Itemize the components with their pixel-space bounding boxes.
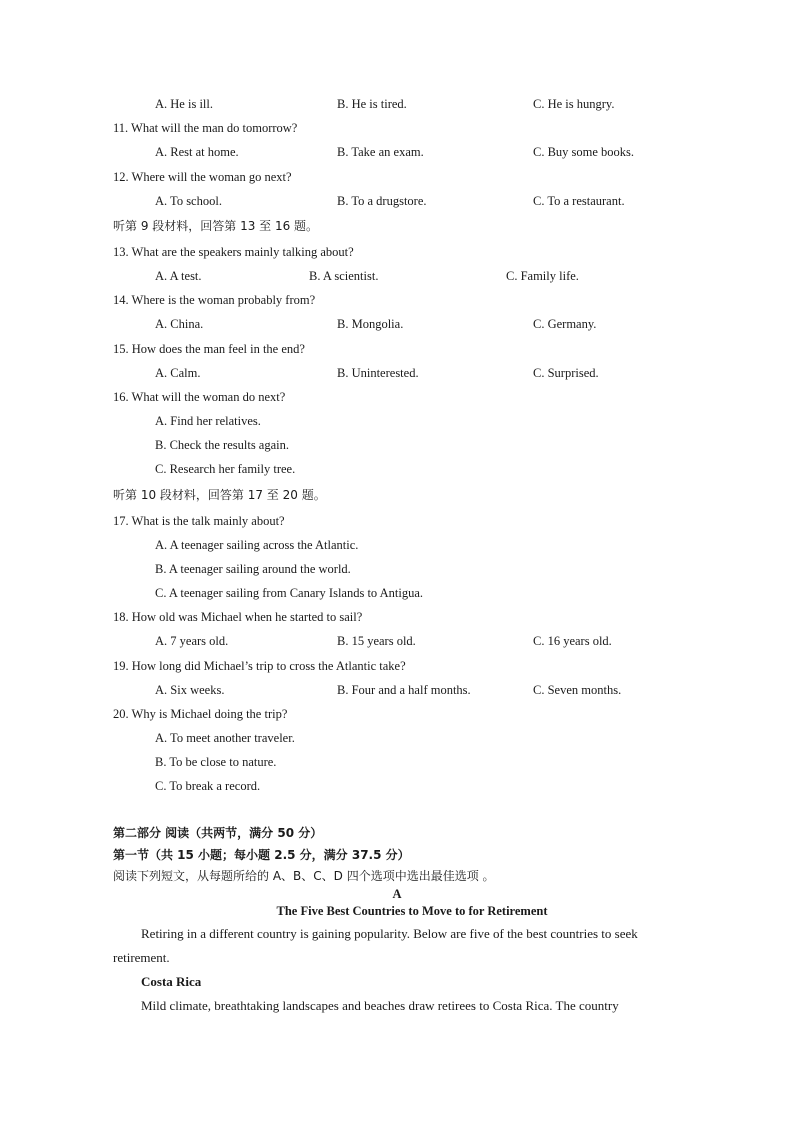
question-12: 12. Where will the woman go next? (113, 170, 292, 184)
q16-option-b: B. Check the results again. (155, 438, 289, 452)
q13-option-a: A. A test. (155, 269, 202, 283)
q17-option-a: A. A teenager sailing across the Atlantic. (155, 538, 359, 552)
q20-option-a: A. To meet another traveler. (155, 731, 295, 745)
q15-option-c: C. Surprised. (533, 366, 599, 380)
q10-option-c: C. He is hungry. (533, 97, 615, 111)
passage-paragraph-1-line-2: retirement. (113, 950, 170, 965)
q19-option-b: B. Four and a half months. (337, 683, 471, 697)
q16-option-c: C. Research her family tree. (155, 462, 296, 476)
passage-paragraph-2-line-1: Mild climate, breathtaking landscapes and beaches draw retirees to Costa Rica. The country (141, 998, 619, 1013)
q14-option-c: C. Germany. (533, 317, 597, 331)
q10-option-b: B. He is tired. (337, 97, 407, 111)
passage-paragraph-1-line-1: Retiring in a different country is gaining popularity. Below are five of the best countries to seek (141, 926, 638, 941)
question-20: 20. Why is Michael doing the trip? (113, 707, 288, 721)
q15-option-a: A. Calm. (155, 366, 201, 380)
q15-option-b: B. Uninterested. (337, 366, 419, 380)
q14-option-b: B. Mongolia. (337, 317, 404, 331)
q18-option-b: B. 15 years old. (337, 634, 416, 648)
question-15: 15. How does the man feel in the end? (113, 342, 305, 356)
section-10-instruction: 听第 10 段材料，回答第 17 至 20 题。 (113, 488, 326, 502)
question-13: 13. What are the speakers mainly talking about? (113, 245, 354, 259)
q12-option-b: B. To a drugstore. (337, 194, 427, 208)
question-19: 19. How long did Michael’s trip to cross the Atlantic take? (113, 659, 406, 673)
passage-heading-costa-rica: Costa Rica (141, 974, 202, 989)
passage-title: The Five Best Countries to Move to for Retirement (276, 904, 548, 918)
q14-option-a: A. China. (155, 317, 204, 331)
q12-option-c: C. To a restaurant. (533, 194, 625, 208)
question-17: 17. What is the talk mainly about? (113, 514, 285, 528)
q20-option-c: C. To break a record. (155, 779, 261, 793)
q10-option-a: A. He is ill. (155, 97, 213, 111)
question-18: 18. How old was Michael when he started to sail? (113, 610, 363, 624)
q17-option-c: C. A teenager sailing from Canary Islands to Antigua. (155, 586, 424, 600)
q18-option-c: C. 16 years old. (533, 634, 612, 648)
part-2-subsection-title: 第一节（共 15 小题；每小题 2.5 分，满分 37.5 分） (113, 848, 410, 862)
q13-option-c: C. Family life. (506, 269, 579, 283)
q13-option-b: B. A scientist. (309, 269, 379, 283)
q11-option-b: B. Take an exam. (337, 145, 424, 159)
q12-option-a: A. To school. (155, 194, 222, 208)
passage-letter: A (392, 887, 402, 901)
q11-option-c: C. Buy some books. (533, 145, 635, 159)
q17-option-b: B. A teenager sailing around the world. (155, 562, 351, 576)
q18-option-a: A. 7 years old. (155, 634, 229, 648)
q16-option-a: A. Find her relatives. (155, 414, 261, 428)
q20-option-b: B. To be close to nature. (155, 755, 277, 769)
q19-option-a: A. Six weeks. (155, 683, 225, 697)
question-16: 16. What will the woman do next? (113, 390, 286, 404)
part-2-instruction: 阅读下列短文，从每题所给的 A、B、C、D 四个选项中选出最佳选项 。 (113, 869, 495, 883)
question-14: 14. Where is the woman probably from? (113, 293, 316, 307)
part-2-title: 第二部分 阅读（共两节，满分 50 分） (113, 826, 323, 840)
q11-option-a: A. Rest at home. (155, 145, 239, 159)
question-11: 11. What will the man do tomorrow? (113, 121, 298, 135)
q19-option-c: C. Seven months. (533, 683, 622, 697)
section-9-instruction: 听第 9 段材料，回答第 13 至 16 题。 (113, 219, 319, 233)
